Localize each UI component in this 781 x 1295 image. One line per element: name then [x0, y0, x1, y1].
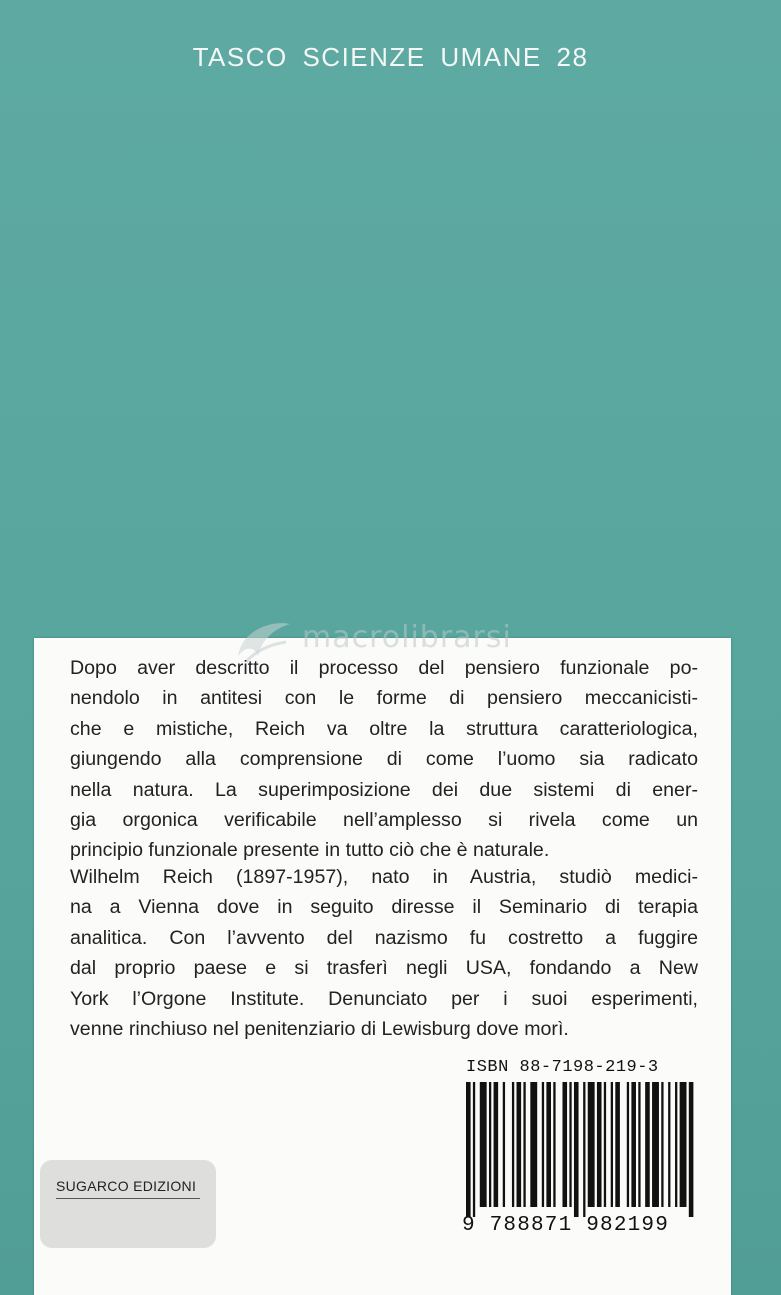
barcode-number: 9 788871 982199 [462, 1214, 670, 1237]
barcode-bar [680, 1082, 687, 1207]
barcode-bar [615, 1082, 620, 1207]
barcode-bar [583, 1082, 585, 1217]
barcode [466, 1082, 698, 1217]
text-line: Wilhelm Reich (1897-1957), nato in Austria, studiò medici- [70, 866, 698, 888]
barcode-bar [530, 1082, 537, 1207]
barcode-bar [489, 1082, 491, 1207]
barcode-bar [517, 1082, 522, 1207]
barcode-bar [675, 1082, 677, 1207]
barcode-bar [645, 1082, 650, 1207]
barcode-bar [668, 1082, 670, 1207]
text-line: che e mistiche, Reich va oltre la struttura caratteriologica, [70, 717, 698, 740]
barcode-bar [480, 1082, 487, 1207]
author-bio-paragraph [70, 862, 698, 1044]
barcode-bar [553, 1082, 555, 1207]
barcode-bar [542, 1082, 544, 1207]
barcode-bar [503, 1082, 505, 1207]
barcode-bar [588, 1082, 595, 1207]
barcode-bar [631, 1082, 636, 1207]
isbn-label: ISBN 88-7198-219-3 [466, 1058, 659, 1077]
publisher-divider [56, 1198, 200, 1199]
text-line: dal proprio paese e si trasferì negli USA, fondando a New [70, 957, 698, 980]
barcode-bar [597, 1082, 602, 1207]
series-title: TASCO SCIENZE UMANE 28 [192, 42, 589, 72]
text-line: Dopo aver descritto il processo del pensiero funzionale po- [70, 657, 698, 679]
barcode-bar [661, 1082, 663, 1207]
text-line: analitica. Con l’avvento del nazismo fu costretto a fuggire [70, 926, 698, 949]
barcode-bar [652, 1082, 659, 1207]
text-line: na a Vienna dove in seguito diresse il Seminario di terapia [70, 896, 698, 919]
barcode-bar [546, 1082, 551, 1207]
text-line: venne rinchiuso nel penitenziario di Lewisburg dove morì. [70, 1018, 569, 1041]
barcode-bar [627, 1082, 629, 1207]
text-line: nendolo in antitesi con le forme di pensiero meccanicisti- [70, 687, 698, 710]
barcode-bar [473, 1082, 475, 1217]
watermark-text: macrolibrarsi [302, 620, 512, 655]
barcode-bar [466, 1082, 471, 1217]
barcode-bar [604, 1082, 606, 1207]
barcode-bar [562, 1082, 567, 1207]
barcode-bar [569, 1082, 571, 1207]
publisher-label [40, 1160, 216, 1248]
barcode-bar [494, 1082, 499, 1207]
text-line: gia orgonica verificabile nell’amplesso si rivela come un [70, 809, 698, 832]
barcode-bar [523, 1082, 525, 1207]
text-line: nella natura. La superimposizione dei due sistemi di ener- [70, 778, 698, 801]
barcode-bar [512, 1082, 514, 1207]
text-line: giungendo alla comprensione di come l’uomo sia radicato [70, 748, 698, 771]
barcode-bar [574, 1082, 579, 1217]
barcode-bar [689, 1082, 694, 1217]
text-line: York l’Orgone Institute. Denunciato per i suoi esperimenti, [70, 987, 698, 1010]
publisher-name: SUGARCO EDIZIONI [56, 1178, 197, 1194]
barcode-bar [611, 1082, 613, 1207]
barcode-bar [638, 1082, 640, 1207]
description-paragraph-1 [70, 653, 698, 866]
text-line: principio funzionale presente in tutto ciò che è naturale. [70, 839, 550, 862]
